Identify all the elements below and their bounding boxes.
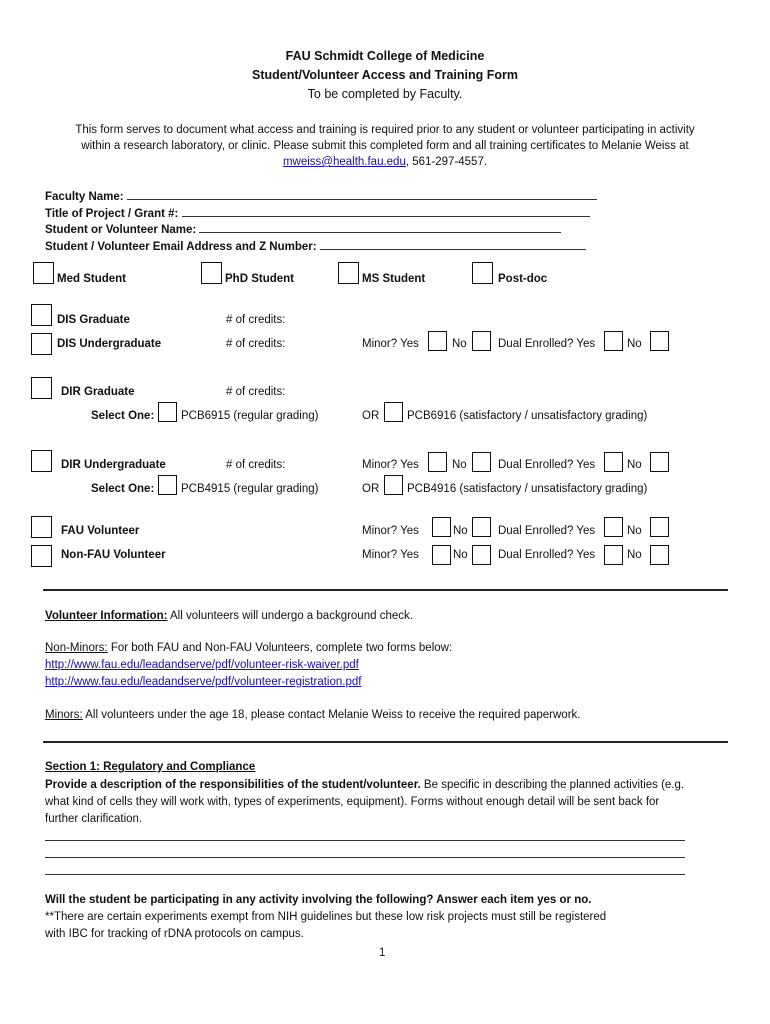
dir-undergrad-select-one: Select One: [91,483,155,495]
fau-volunteer-dual-no-label: No [627,525,642,537]
activity-question: Will the student be participating in any activity involving the following? Answer each item yes or no. [45,894,592,906]
student-email-line[interactable] [320,238,586,250]
non-minors-text: For both FAU and Non-FAU Volunteers, complete two forms below: [107,642,453,654]
dir-undergrad-minor-no-label: No [452,459,467,471]
section-1-line-1 [45,778,684,792]
section-1-line-2: what kind of cells they will work with, types of experiments, equipment). Forms without enough detail will be sent back for [45,796,660,808]
med-student-label: Med Student [57,273,126,285]
dis-undergrad-credits-label: # of credits: [226,338,286,350]
pcb6915-label: PCB6915 (regular grading) [181,410,319,422]
fau-volunteer-checkbox[interactable] [31,516,52,538]
dir-undergrad-dual-no-label: No [627,459,642,471]
phd-student-checkbox[interactable] [201,262,222,284]
fau-volunteer-label: FAU Volunteer [61,525,140,537]
volunteer-info-heading: Volunteer Information: [45,610,168,622]
non-fau-volunteer-dual-no-checkbox[interactable] [650,545,669,565]
intro-line-1: This form serves to document what access and training is required prior to any student or volunteer participating in activity [75,124,695,136]
risk-waiver-line [45,658,359,672]
description-line-1[interactable] [45,840,685,841]
dir-undergrad-dual-yes-checkbox[interactable] [604,452,623,472]
dis-undergrad-minor-label: Minor? Yes [362,338,419,350]
fau-volunteer-dual-no-checkbox[interactable] [650,517,669,537]
dir-undergrad-or: OR [362,483,380,495]
fau-volunteer-minor-no-label: No [453,525,468,537]
postdoc-label: Post-doc [498,273,548,285]
nih-note-line-2: with IBC for tracking of rDNA protocols on campus. [45,928,304,940]
fau-volunteer-dual-yes-checkbox[interactable] [604,517,623,537]
pcb6916-checkbox[interactable] [384,402,403,422]
section-1-bold-lead: Provide a description of the responsibilities of the student/volunteer. [45,779,421,791]
non-fau-volunteer-minor-no-label: No [453,549,468,561]
dis-graduate-credits-label: # of credits: [226,314,286,326]
form-instruction: To be completed by Faculty. [307,87,463,101]
dir-graduate-label: DIR Graduate [61,386,135,398]
fau-volunteer-minor-label: Minor? Yes [362,525,419,537]
dis-undergrad-minor-no-label: No [452,338,467,350]
dir-undergrad-minor-no-checkbox[interactable] [472,452,491,472]
dir-graduate-or: OR [362,410,380,422]
dir-undergrad-dual-label: Dual Enrolled? Yes [498,459,596,471]
contact-phone: , 561-297-4557. [405,156,488,168]
section-1-heading [45,760,255,774]
minors-text: All volunteers under the age 18, please contact Melanie Weiss to receive the required paperwork. [82,709,581,721]
dis-undergrad-label: DIS Undergraduate [57,338,162,350]
dir-undergrad-credits-label: # of credits: [226,459,286,471]
minors-label: Minors: [45,709,83,721]
intro-line-2: within a research laboratory, or clinic. Please submit this completed form and all training certificates to Melanie Weiss at [81,140,689,152]
org-title: FAU Schmidt College of Medicine [285,49,485,63]
intro-line-3 [0,155,770,169]
volunteer-registration-link[interactable]: http://www.fau.edu/leadandserve/pdf/volunteer-registration.pdf [45,676,362,688]
non-minors-line [45,641,452,655]
dis-undergrad-minor-no-checkbox[interactable] [472,331,491,351]
section-1-heading-text: Section 1: Regulatory and Compliance [45,761,256,773]
ms-student-checkbox[interactable] [338,262,359,284]
dis-graduate-label: DIS Graduate [57,314,130,326]
faculty-name-label: Faculty Name [45,191,120,203]
registration-line [45,675,361,689]
volunteer-info-text: All volunteers will undergo a background check. [167,610,413,622]
non-fau-volunteer-dual-label: Dual Enrolled? Yes [498,549,596,561]
section-1-line-1-rest: Be specific in describing the planned activities (e.g. [420,779,685,791]
postdoc-checkbox[interactable] [472,262,493,284]
faculty-name-line[interactable] [127,188,597,200]
non-fau-volunteer-minor-yes-checkbox[interactable] [432,545,451,565]
fau-volunteer-minor-no-checkbox[interactable] [472,517,491,537]
non-fau-volunteer-minor-label: Minor? Yes [362,549,419,561]
pcb4915-checkbox[interactable] [158,475,177,495]
non-fau-volunteer-minor-no-checkbox[interactable] [472,545,491,565]
student-name-label: Student or Volunteer Name [45,224,193,236]
minors-line [45,708,580,722]
non-fau-volunteer-dual-no-label: No [627,549,642,561]
dir-graduate-select-one: Select One: [91,410,155,422]
volunteer-info-line [45,609,413,623]
dir-graduate-credits-label: # of credits: [226,386,286,398]
dir-undergrad-minor-yes-checkbox[interactable] [428,452,447,472]
dis-graduate-checkbox[interactable] [31,304,52,326]
contact-email-link[interactable]: mweiss@health.fau.edu [282,156,406,168]
dis-undergrad-checkbox[interactable] [31,333,52,355]
project-title-line[interactable] [182,205,590,217]
description-line-2[interactable] [45,857,685,858]
page-number: 1 [379,947,386,959]
pcb6915-checkbox[interactable] [158,402,177,422]
description-line-3[interactable] [45,874,685,875]
nih-note-line-1: **There are certain experiments exempt from NIH guidelines but these low risk projects must still be registered [45,911,607,923]
pcb4915-label: PCB4915 (regular grading) [181,483,319,495]
dir-undergrad-label: DIR Undergraduate [61,459,166,471]
faculty-name-field[interactable]: Faculty Name: [45,188,597,204]
project-title-field[interactable]: Title of Project / Grant #: [45,205,590,221]
pcb6916-label: PCB6916 (satisfactory / unsatisfactory grading) [407,410,648,422]
risk-waiver-link[interactable]: http://www.fau.edu/leadandserve/pdf/volunteer-risk-waiver.pdf [45,659,359,671]
non-fau-volunteer-label: Non-FAU Volunteer [61,549,166,561]
phd-student-label: PhD Student [225,273,294,285]
dir-graduate-checkbox[interactable] [31,377,52,399]
dis-undergrad-dual-no-checkbox[interactable] [650,331,669,351]
dis-undergrad-dual-no-label: No [627,338,642,350]
non-minors-label: Non-Minors: [45,642,108,654]
project-title-label: Title of Project / Grant # [45,208,175,220]
student-name-field[interactable]: Student or Volunteer Name: [45,221,561,237]
form-title: Student/Volunteer Access and Training Form [251,68,518,82]
dir-undergrad-checkbox[interactable] [31,450,52,472]
dir-undergrad-minor-label: Minor? Yes [362,459,419,471]
dis-undergrad-dual-label: Dual Enrolled? Yes [498,338,596,350]
non-fau-volunteer-checkbox[interactable] [31,545,52,567]
divider-middle [43,741,728,743]
fau-volunteer-minor-yes-checkbox[interactable] [432,517,451,537]
divider-top [43,589,728,591]
dis-undergrad-dual-yes-checkbox[interactable] [604,331,623,351]
fau-volunteer-dual-label: Dual Enrolled? Yes [498,525,596,537]
pcb4916-label: PCB4916 (satisfactory / unsatisfactory grading) [407,483,648,495]
student-email-field[interactable]: Student / Volunteer Email Address and Z Number: [45,238,586,254]
student-name-line[interactable] [199,221,561,233]
dis-undergrad-minor-yes-checkbox[interactable] [428,331,447,351]
pcb4916-checkbox[interactable] [384,475,403,495]
section-1-line-3: further clarification. [45,813,143,825]
student-email-label: Student / Volunteer Email Address and Z Number [45,241,313,253]
dir-undergrad-dual-no-checkbox[interactable] [650,452,669,472]
med-student-checkbox[interactable] [33,262,54,284]
non-fau-volunteer-dual-yes-checkbox[interactable] [604,545,623,565]
ms-student-label: MS Student [362,273,426,285]
